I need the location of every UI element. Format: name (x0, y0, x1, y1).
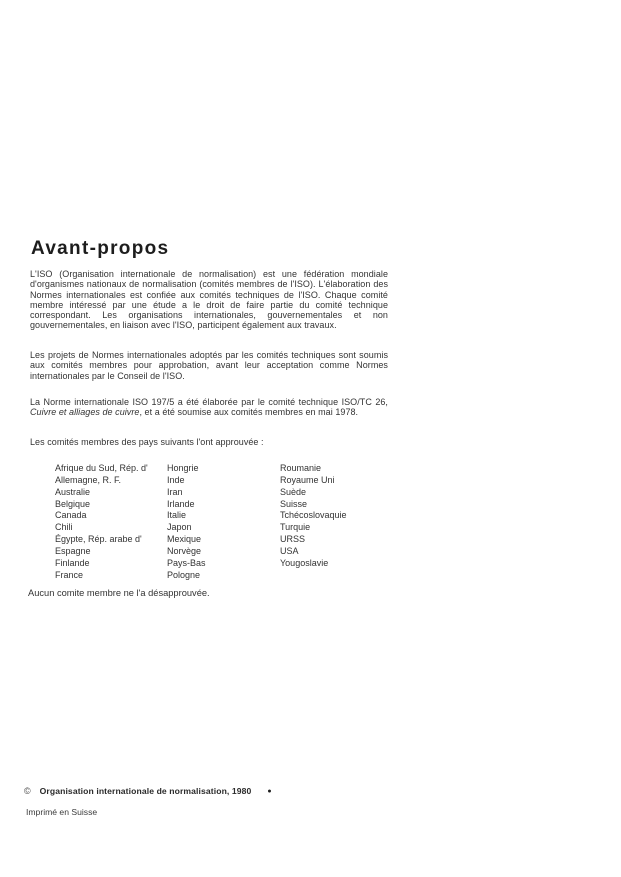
country-name: Chili (55, 522, 73, 533)
country-name: France (55, 569, 84, 580)
country-name: Roumanie (280, 463, 322, 473)
country-name: Iran (167, 486, 183, 497)
country-name: Turquie (280, 522, 311, 533)
country-name: Suisse (280, 498, 308, 509)
standard-origin-text-before: La Norme internationale ISO 197/5 a été élaborée par le comité technique ISO/TC 26, (30, 397, 388, 407)
country-column-1 (55, 463, 167, 581)
country-name: Canada (55, 510, 87, 521)
country-name: Norvège (167, 545, 202, 556)
country-name: Italie (167, 510, 187, 521)
paragraph-draft-approval-process: Les projets de Normes internationales adoptés par les comités techniques sont soumis aux comités membres pour approbation, avant leur acceptation comme Normes internationales par le Conseil de l'ISO. (30, 350, 388, 381)
country-name: USA (280, 545, 299, 556)
paragraph-iso-introduction: L'ISO (Organisation internationale de normalisation) est une fédération mondiale d'organismes nationaux de normalisation (comités membres de l'ISO). L'élaboration des Normes internationales est confiée aux comités techniques de l'ISO. Chaque comité membre intéressé par une étude a le droit de faire partie du comité technique correspondant. Les organisations internationales, gouvernementales et non gouvernementales, en liaison avec l'ISO, participent également aux travaux. (30, 269, 388, 331)
closing-statement: Aucun comite membre ne l'a désapprouvée. (28, 588, 210, 598)
country-name: Mexique (167, 534, 202, 545)
copyright-icon: © (24, 786, 31, 796)
approval-country-list (55, 463, 400, 581)
country-name: Yougoslavie (280, 557, 329, 568)
copyright-line (24, 786, 272, 796)
country-name: Australie (55, 486, 91, 497)
standard-origin-text-after: , et a été soumise aux comités membres en mai 1978. (139, 407, 359, 418)
paragraph-standard-origin (30, 397, 388, 418)
country-name: Japon (167, 522, 192, 533)
country-name: Royaume Uni (280, 474, 335, 485)
country-name: Égypte, Rép. arabe d' (55, 534, 142, 545)
country-name: Irlande (167, 498, 195, 509)
country-name: Pays-Bas (167, 557, 206, 568)
country-name: Belgique (55, 498, 91, 509)
country-name: Suède (280, 486, 307, 497)
country-name: Espagne (55, 545, 91, 556)
country-name: URSS (280, 534, 306, 545)
country-column-2 (167, 463, 280, 581)
paragraph-approving-members-intro: Les comités membres des pays suivants l'ont approuvée : (30, 437, 264, 447)
country-column-3 (280, 463, 400, 581)
country-name: Pologne (167, 569, 201, 580)
country-name: Allemagne, R. F. (55, 474, 122, 485)
copyright-text: Organisation internationale de normalisation, 1980 (39, 786, 252, 796)
technical-committee-title-italic: Cuivre et alliages de cuivre (30, 407, 140, 418)
country-name: Afrique du Sud, Rép. d' (55, 463, 148, 473)
country-name: Finlande (55, 557, 90, 568)
country-name: Hongrie (167, 463, 199, 473)
country-name: Inde (167, 474, 185, 485)
page-title: Avant-propos (31, 238, 170, 259)
printed-in-statement: Imprimé en Suisse (26, 807, 98, 817)
country-name: Tchécoslovaquie (280, 510, 347, 521)
bullet-icon: ● (267, 788, 272, 795)
